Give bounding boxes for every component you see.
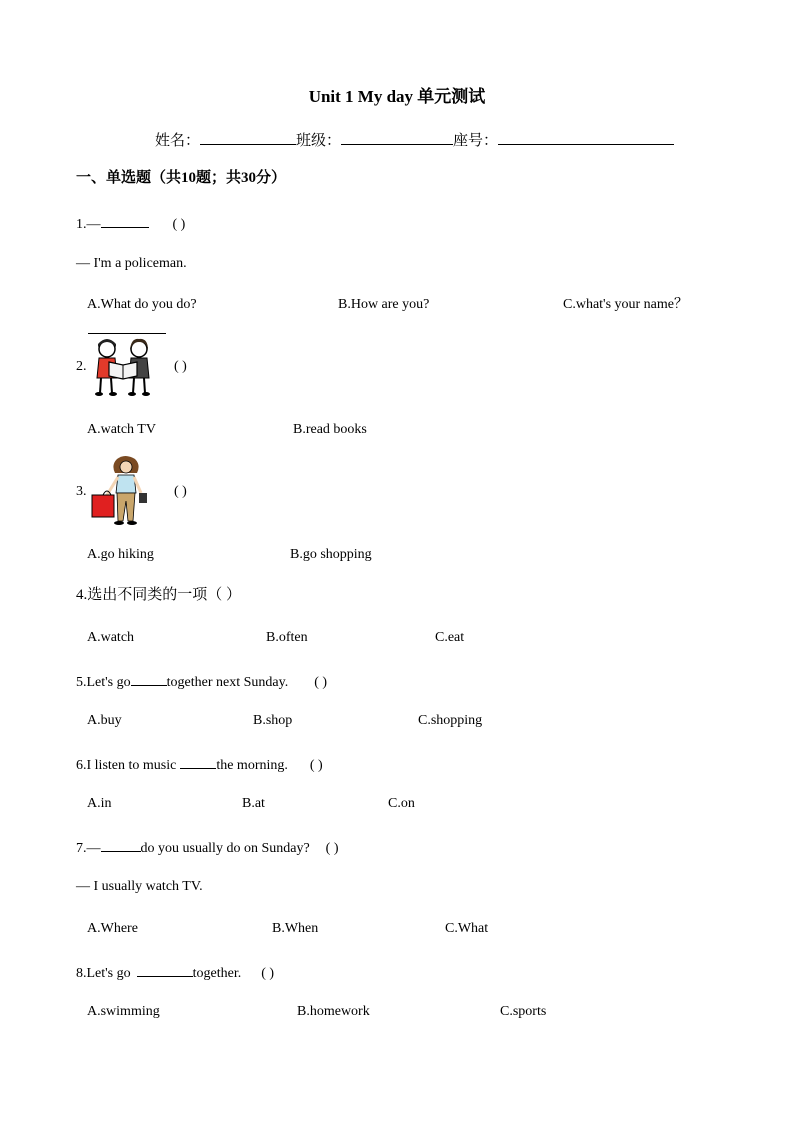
student-info-line xyxy=(155,130,674,149)
section-heading: 一、单选题（共10题；共30分） xyxy=(76,170,287,186)
question-1-stem: 1.— ( ) xyxy=(76,217,186,232)
page-title: Unit 1 My day 单元测试 xyxy=(308,87,486,106)
seat-blank[interactable] xyxy=(498,130,674,145)
q8-option-b[interactable]: B.homework xyxy=(297,1004,370,1019)
q1-option-a[interactable]: A.What do you do? xyxy=(87,297,197,312)
answer-blank[interactable] xyxy=(180,756,216,769)
seat-label: 座号： xyxy=(453,133,499,149)
q4-option-c[interactable]: C.eat xyxy=(435,630,465,645)
woman-shopping-image xyxy=(89,455,159,529)
q6-option-b[interactable]: B.at xyxy=(242,796,265,811)
q6-option-a[interactable]: A.in xyxy=(87,796,112,811)
class-blank[interactable] xyxy=(341,130,453,145)
answer-blank[interactable] xyxy=(131,673,167,686)
q7-option-a[interactable]: A.Where xyxy=(87,921,138,936)
name-blank[interactable] xyxy=(200,130,296,145)
name-label: 姓名： xyxy=(155,133,201,149)
question-7-stem: 7.— do you usually do on Sunday? ( ) xyxy=(76,841,339,856)
divider-line xyxy=(88,333,166,334)
q5-option-b[interactable]: B.shop xyxy=(253,713,293,728)
q6-option-c[interactable]: C.on xyxy=(388,796,415,811)
q4-option-b[interactable]: B.often xyxy=(266,630,308,645)
q5-option-c[interactable]: C.shopping xyxy=(418,713,483,728)
question-1-reply: — I'm a policeman. xyxy=(76,256,187,271)
q2-option-a[interactable]: A.watch TV xyxy=(87,422,156,437)
question-7-reply: — I usually watch TV. xyxy=(76,879,203,894)
q5-option-a[interactable]: A.buy xyxy=(87,713,122,728)
question-4-stem: 4.选出不同类的一项（ ） xyxy=(76,587,242,603)
question-5-stem: 5.Let's go together next Sunday. ( ) xyxy=(76,675,328,690)
q8-option-c[interactable]: C.sports xyxy=(500,1004,547,1019)
q2-option-b[interactable]: B.read books xyxy=(293,422,367,437)
answer-blank[interactable] xyxy=(101,215,149,228)
question-3-paren[interactable]: ( ) xyxy=(174,484,187,499)
children-reading-book-image xyxy=(87,338,159,398)
question-2-paren[interactable]: ( ) xyxy=(174,359,187,374)
answer-blank[interactable] xyxy=(101,839,141,852)
q3-option-b[interactable]: B.go shopping xyxy=(290,547,372,562)
q4-option-a[interactable]: A.watch xyxy=(87,630,135,645)
question-3-number: 3. xyxy=(76,484,87,499)
question-6-stem: 6.I listen to music the morning. ( ) xyxy=(76,758,323,773)
question-2-number: 2. xyxy=(76,359,87,374)
answer-paren[interactable]: ( ) xyxy=(309,758,323,773)
answer-paren[interactable]: ( ) xyxy=(172,217,186,232)
q7-option-b[interactable]: B.When xyxy=(272,921,319,936)
answer-blank[interactable] xyxy=(137,964,193,977)
question-8-stem: 8.Let's go together. ( ) xyxy=(76,966,275,981)
answer-paren[interactable]: ( ) xyxy=(261,966,275,981)
class-label: 班级： xyxy=(296,133,342,149)
answer-paren[interactable]: ( ) xyxy=(325,841,339,856)
q1-option-b[interactable]: B.How are you? xyxy=(338,297,430,312)
q7-option-c[interactable]: C.What xyxy=(445,921,489,936)
q1-option-c[interactable]: C.what's your name？ xyxy=(563,297,689,312)
q3-option-a[interactable]: A.go hiking xyxy=(87,547,154,562)
q8-option-a[interactable]: A.swimming xyxy=(87,1004,160,1019)
answer-paren[interactable]: ( ) xyxy=(314,675,328,690)
